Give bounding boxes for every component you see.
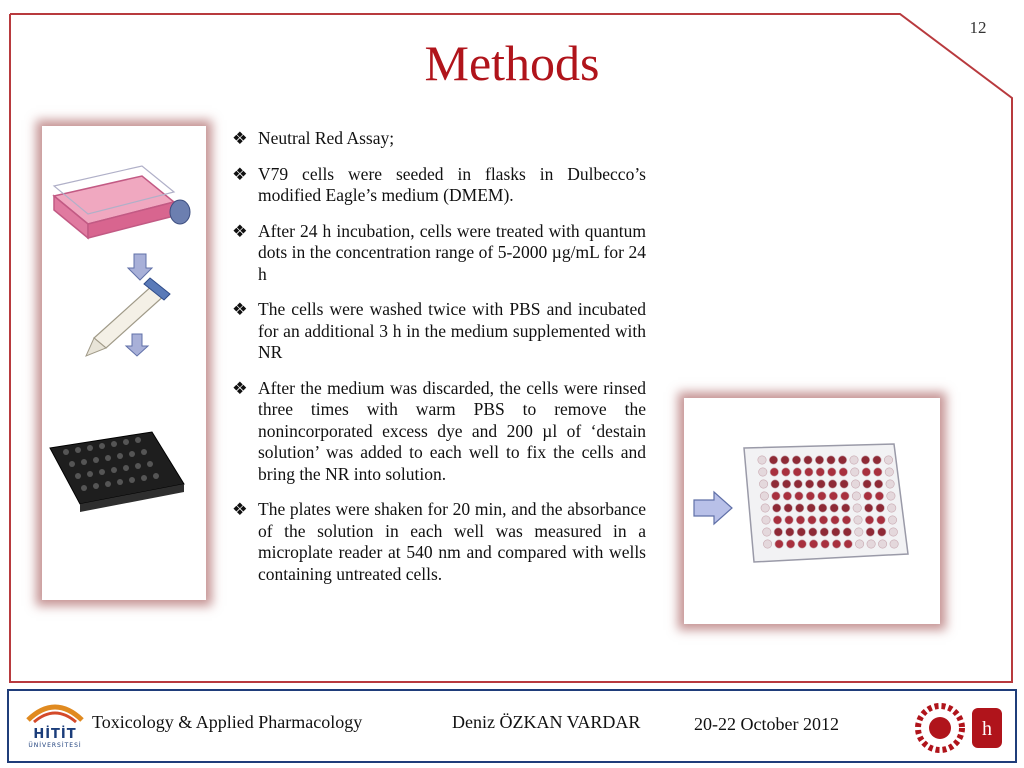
- plate-well: [864, 492, 872, 500]
- plate-well: [840, 480, 848, 488]
- culture-flask-icon: [54, 166, 190, 238]
- right-illustration-panel: [684, 398, 940, 624]
- left-illustration-panel: [42, 126, 206, 600]
- plate-well: [773, 516, 781, 524]
- plate-well: [832, 528, 840, 536]
- svg-text:h: h: [982, 718, 992, 740]
- plate-well: [798, 540, 806, 548]
- plate-well: [878, 528, 886, 536]
- plate-well: [817, 480, 825, 488]
- right-arrow-icon: [694, 492, 732, 524]
- plate-well: [819, 516, 827, 524]
- plate-well: [782, 480, 790, 488]
- plate-well: [783, 492, 791, 500]
- down-arrow-icon: [128, 254, 152, 280]
- plate-well: [794, 480, 802, 488]
- plate-well: [792, 456, 800, 464]
- footer-author: Deniz ÖZKAN VARDAR: [452, 712, 641, 732]
- plate-well: [877, 516, 885, 524]
- plate-well: [878, 540, 886, 548]
- bullet-text: The plates were shaken for 20 min, and the absorbance of the solution in each well was measured in a microplate reader at 540 nm and compared with wells containing untreated cells.: [258, 499, 646, 584]
- plate-well: [816, 468, 824, 476]
- diamond-bullet-icon: ❖: [232, 499, 248, 519]
- plate-well: [828, 480, 836, 488]
- plate-well: [867, 540, 875, 548]
- plate-well: [815, 456, 823, 464]
- plate-well: [851, 468, 859, 476]
- plate-well: [888, 504, 896, 512]
- plate-well: [828, 468, 836, 476]
- plate-well: [761, 504, 769, 512]
- plate-well: [819, 504, 827, 512]
- plate-well: [832, 540, 840, 548]
- plate-well: [839, 468, 847, 476]
- methods-bullet-list: [232, 128, 646, 599]
- plate-well: [890, 540, 898, 548]
- plate-well: [861, 456, 869, 464]
- plate-well: [852, 492, 860, 500]
- plate-well: [760, 492, 768, 500]
- plate-well: [865, 516, 873, 524]
- plate-well: [774, 528, 782, 536]
- plate-well: [827, 456, 835, 464]
- plate-well: [762, 516, 770, 524]
- plate-well: [830, 504, 838, 512]
- hitit-logo-text: HİTİT: [33, 727, 77, 742]
- centrifuge-tube-icon: [86, 278, 170, 356]
- plate-well: [851, 480, 859, 488]
- plate-well: [763, 540, 771, 548]
- plate-well: [806, 492, 814, 500]
- plate-well: [885, 468, 893, 476]
- page-title: Methods: [424, 35, 600, 91]
- plate-well: [862, 468, 870, 476]
- diamond-bullet-icon: ❖: [232, 377, 248, 398]
- plate-well: [841, 492, 849, 500]
- plate-well: [873, 456, 881, 464]
- plate-well: [863, 480, 871, 488]
- plate-well: [771, 480, 779, 488]
- procedure-illustration: [42, 126, 206, 600]
- slide-number: 12: [969, 18, 987, 37]
- plate-well: [769, 456, 777, 464]
- bullet-text: The cells were washed twice with PBS and incubated for an additional 3 h in the medium supplemented with NR: [258, 299, 646, 362]
- bullet-text: V79 cells were seeded in flasks in Dulbecco’s modified Eagle’s medium (DMEM).: [258, 163, 646, 205]
- plate-well: [796, 516, 804, 524]
- diamond-bullet-icon: ❖: [232, 163, 248, 184]
- plate-well: [793, 468, 801, 476]
- plate-well: [770, 468, 778, 476]
- congress-logo: [918, 706, 962, 750]
- plate-well: [889, 528, 897, 536]
- list-item: [232, 299, 646, 364]
- plate-well: [809, 540, 817, 548]
- plate-well: [759, 468, 767, 476]
- plate-well: [842, 516, 850, 524]
- plate-well: [888, 516, 896, 524]
- bullet-text: After the medium was discarded, the cells were rinsed three times with warm PBS to remove the nonincorporated excess dye and 200 µl of ‘destain solution’ was added to each well to fix the cells and bring the NR into solution.: [258, 377, 646, 484]
- hacettepe-logo: [972, 708, 1002, 748]
- plate-well: [850, 456, 858, 464]
- plate-well: [842, 504, 850, 512]
- plate-well: [874, 468, 882, 476]
- plate-well: [853, 504, 861, 512]
- plate-well: [876, 504, 884, 512]
- plate-well: [843, 528, 851, 536]
- plate-well: [759, 480, 767, 488]
- plate-well: [772, 492, 780, 500]
- list-item: [232, 128, 646, 150]
- well-plate-icon: [50, 432, 184, 512]
- plate-well: [786, 540, 794, 548]
- diamond-bullet-icon: ❖: [232, 220, 248, 241]
- plate-well: [773, 504, 781, 512]
- plate-well: [786, 528, 794, 536]
- plate-well: [797, 528, 805, 536]
- plate-well: [796, 504, 804, 512]
- diamond-bullet-icon: ❖: [232, 128, 248, 148]
- plate-well: [785, 516, 793, 524]
- plate-well: [782, 468, 790, 476]
- plate-well: [818, 492, 826, 500]
- plate-well: [829, 492, 837, 500]
- plate-well: [838, 456, 846, 464]
- plate-well: [855, 540, 863, 548]
- plate-well: [831, 516, 839, 524]
- stained-plate-illustration: [684, 398, 940, 624]
- plate-well: [884, 456, 892, 464]
- down-arrow-icon: [126, 334, 148, 356]
- plate-well: [795, 492, 803, 500]
- footer-date: 20-22 October 2012: [694, 714, 839, 734]
- plate-well: [844, 540, 852, 548]
- plate-well: [809, 528, 817, 536]
- list-item: [232, 164, 646, 207]
- plate-well: [820, 528, 828, 536]
- plate-well: [758, 456, 766, 464]
- plate-well: [807, 504, 815, 512]
- plate-well: [804, 456, 812, 464]
- plate-well: [886, 480, 894, 488]
- plate-well: [805, 468, 813, 476]
- list-item: [232, 378, 646, 486]
- plate-well: [874, 480, 882, 488]
- bullet-text: After 24 h incubation, cells were treated with quantum dots in the concentration range of 5-2000 µg/mL for 24 h: [258, 220, 646, 284]
- hitit-logo-subtext: ÜNİVERSİTESİ: [28, 742, 82, 749]
- plate-well: [865, 504, 873, 512]
- plate-well: [781, 456, 789, 464]
- plate-well: [855, 528, 863, 536]
- plate-well: [887, 492, 895, 500]
- plate-well: [821, 540, 829, 548]
- stained-well-plate-icon: [744, 444, 908, 562]
- footer-journal: Toxicology & Applied Pharmacology: [92, 712, 363, 732]
- plate-well: [866, 528, 874, 536]
- plate-well: [808, 516, 816, 524]
- plate-well: [854, 516, 862, 524]
- plate-well: [784, 504, 792, 512]
- bullet-text: Neutral Red Assay;: [258, 128, 395, 148]
- plate-well: [805, 480, 813, 488]
- list-item: [232, 499, 646, 585]
- hitit-university-logo: [28, 707, 82, 722]
- plate-well: [763, 528, 771, 536]
- plate-well: [875, 492, 883, 500]
- diamond-bullet-icon: ❖: [232, 299, 248, 319]
- plate-well: [775, 540, 783, 548]
- list-item: [232, 221, 646, 286]
